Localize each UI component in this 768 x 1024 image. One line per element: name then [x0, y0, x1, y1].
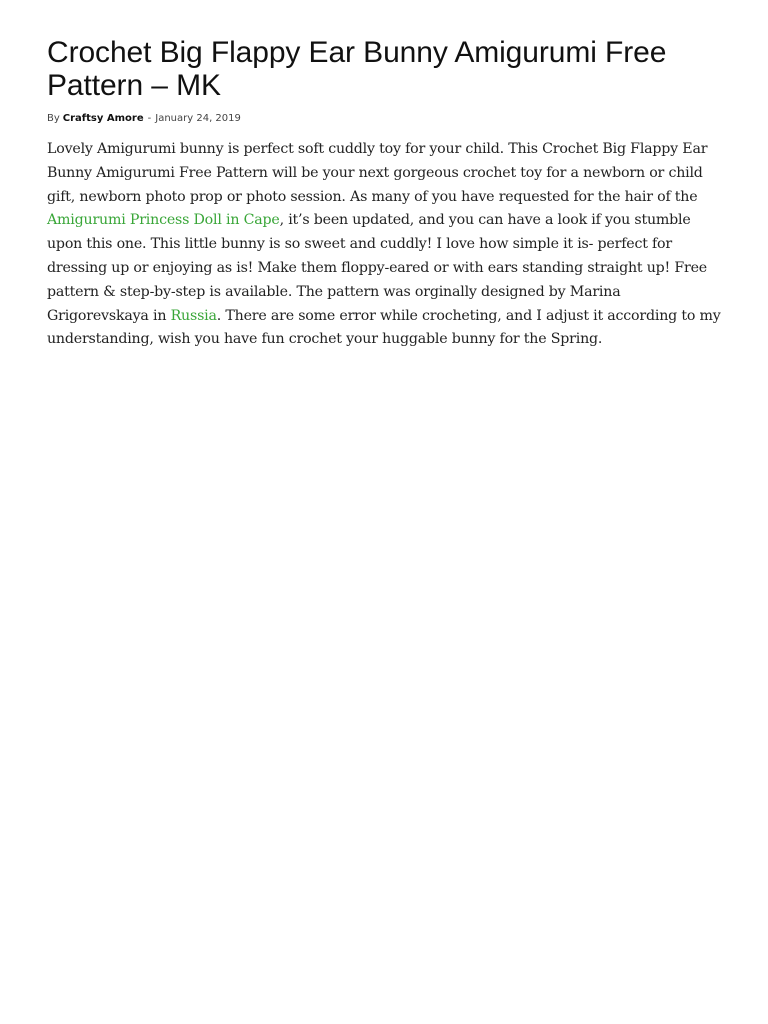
princess-doll-link[interactable]: Amigurumi Princess Doll in Cape [47, 212, 280, 229]
article-title: Crochet Big Flappy Ear Bunny Amigurumi Free Pattern – MK [47, 36, 667, 102]
article-paragraph [47, 138, 721, 352]
paragraph-text: , it’s been updated, and you can have a look if you stumble upon this one. This little bunny is so sweet and cuddly! I love how simple it is- perfect for dressing up or enjoying as is! Make them floppy-eared or with ears standing straight up! Free pattern & step-by-step is available. The pattern was orginally designed by Marina Grigorevskaya in [47, 212, 707, 324]
russia-link[interactable]: Russia [170, 307, 217, 324]
meta-separator: - [147, 113, 152, 124]
paragraph-text: Lovely Amigurumi bunny is perfect soft cuddly toy for your child. This Crochet Big Flappy Ear Bunny Amigurumi Free Pattern will be your next gorgeous crochet toy for a newborn or child gift, newborn photo prop or photo session. As many of you have requested for the hair of the [47, 141, 708, 205]
paragraph-text: . There are some error while crocheting, and I adjust it according to my understanding, wish you have fun crochet your huggable bunny for the Spring. [47, 307, 721, 348]
by-label: By [47, 113, 60, 124]
article-meta [47, 112, 721, 126]
article-content [47, 138, 721, 352]
publish-date: January 24, 2019 [155, 113, 241, 124]
author-link[interactable]: Craftsy Amore [62, 113, 144, 124]
